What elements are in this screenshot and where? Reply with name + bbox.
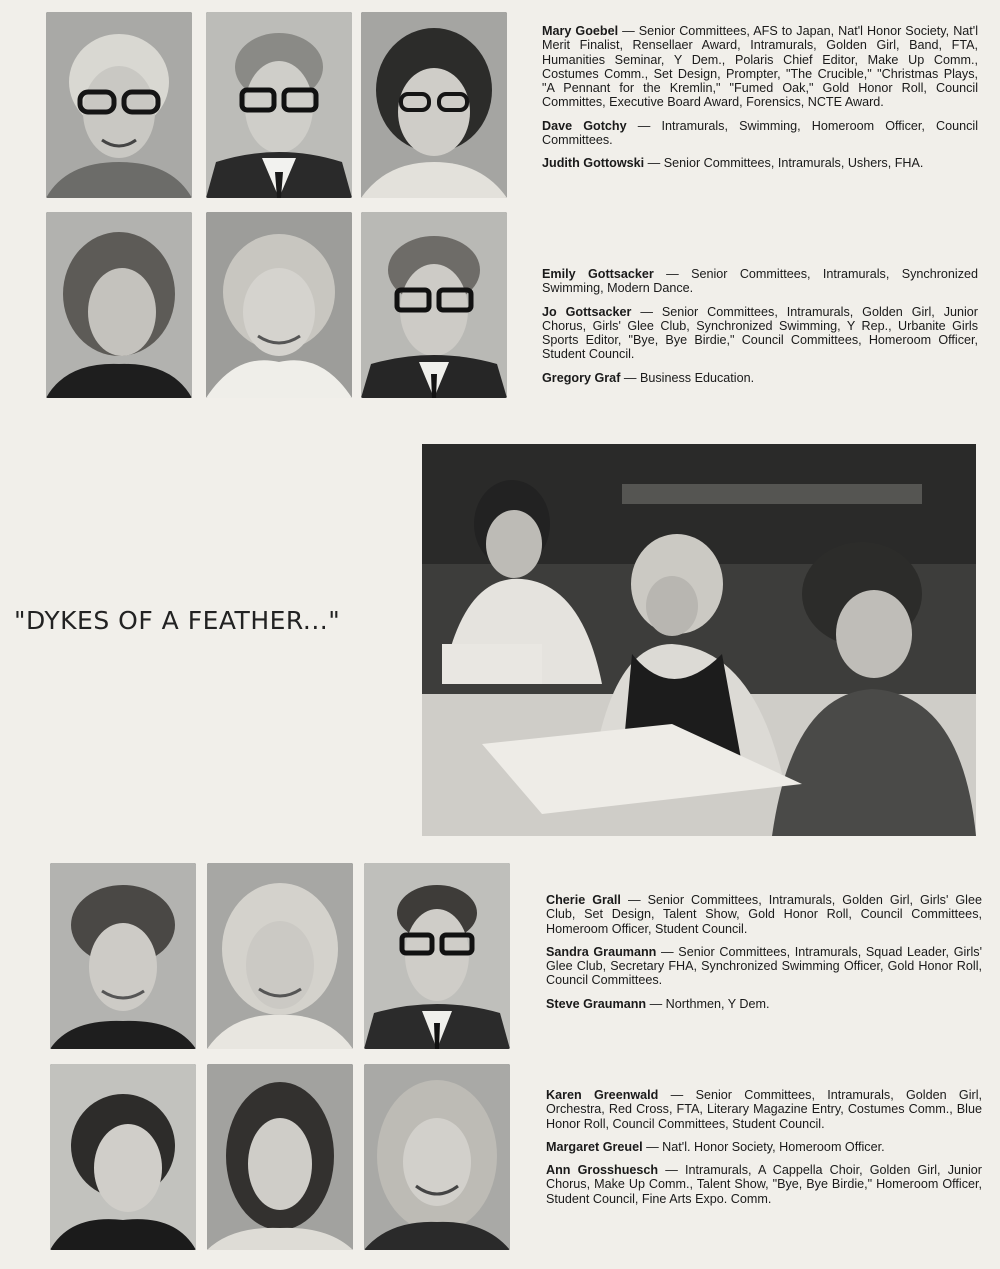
portrait-cherie-grall [50,863,196,1049]
bio-entry: Ann Grosshuesch — Intramurals, A Cappella Choir, Golden Girl, Junior Chorus, Make Up Comm., Talent Show, "Bye, Bye Birdie," Homeroom Officer, Student Council, Fine Arts Expo. Comm. [546,1163,983,1206]
bio-entry: Margaret Greuel — Nat'l. Honor Society, Homeroom Officer. [546,1139,885,1154]
portrait-mary-goebel [46,12,192,198]
portrait-emily-gottsacker [46,212,192,398]
bio-entry: Jo Gottsacker — Senior Committees, Intramurals, Golden Girl, Junior Chorus, Girls' Glee Club, Synchronized Swimming, Y Rep., Urbanite Girls Sports Editor, "Bye, Bye Birdie," Council Committees, Homeroom Officer, Student Council. [542,304,978,362]
portrait-steve-graumann [364,863,510,1049]
bio-entry: Steve Graumann — Northmen, Y Dem. [546,996,770,1011]
bio-entry: Cherie Grall — Senior Committees, Intramurals, Golden Girl, Girls' Glee Club, Set Design, Talent Show, Gold Honor Roll, Council Committees, Homeroom Officer, Student Council. [546,893,982,936]
portrait-jo-gottsacker [206,212,352,398]
bio-entry: Mary Goebel — Senior Committees, AFS to Japan, Nat'l Honor Society, Nat'l Merit Finalist, Rensellaer Award, Intramurals, Golden Girl, Band, FTA, Humanities Seminar, Y Dem., Polaris Chief Editor, Make Up Comm., Costumes Comm., Set Design, Prompter, "The Crucible," "Christmas Plays, "A Pennant for the Kremlin," "Fumed Oak," Gold Honor Roll, Council Committes, Executive Board Award, Forensics, NCTE Award. [542,24,978,110]
bio-entry: Dave Gotchy — Intramurals, Swimming, Homeroom Officer, Council Committees. [542,118,978,148]
bio-block-bottom [546,1088,982,1215]
portrait-margaret-greuel [207,1064,353,1250]
candid-classroom-photo [422,444,976,836]
portrait-sandra-graumann [207,863,353,1049]
bio-block-third [546,893,982,1020]
bio-entry: Judith Gottowski — Senior Committees, Intramurals, Ushers, FHA. [542,156,924,171]
bio-entry: Karen Greenwald — Senior Committees, Intramurals, Golden Girl, Orchestra, Red Cross, FTA, Literary Magazine Entry, Costumes Comm., Blue Honor Roll, Council Committees, Student Council. [546,1088,982,1131]
bio-entry: Sandra Graumann — Senior Committees, Intramurals, Squad Leader, Girls' Glee Club, Secretary FHA, Synchronized Swimming Officer, Gold Honor Roll, Council Committees. [546,944,982,988]
bio-entry: Emily Gottsacker — Senior Committees, Intramurals, Synchronized Swimming, Modern Dance. [542,267,979,296]
portrait-gregory-graf [361,212,507,398]
portrait-dave-gotchy [206,12,352,198]
bio-entry: Gregory Graf — Business Education. [542,370,755,385]
portrait-judith-gottowski [361,12,507,198]
portrait-karen-greenwald [50,1064,196,1250]
bio-block-top [542,24,978,180]
bio-block-second [542,267,978,394]
portrait-ann-grosshuesch [364,1064,510,1250]
page-caption: "DYKES OF A FEATHER..." [14,606,341,635]
